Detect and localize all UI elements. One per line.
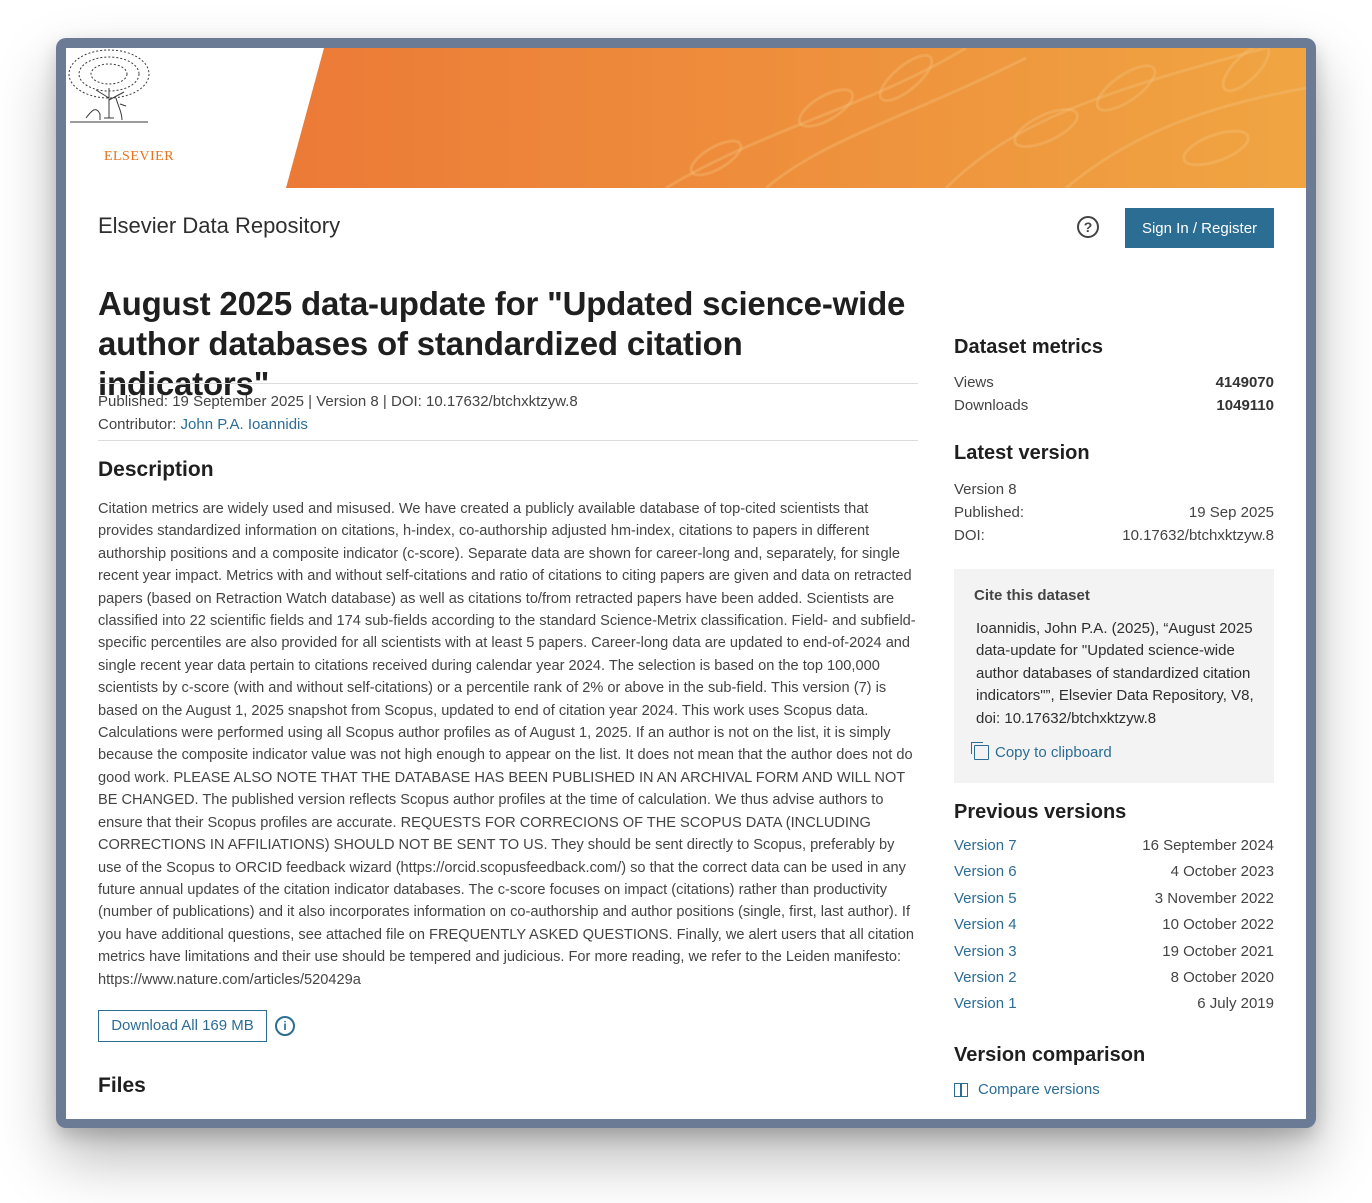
version-row bbox=[954, 859, 1274, 885]
elsevier-wordmark: ELSEVIER bbox=[103, 149, 175, 164]
downloads-value: 1049110 bbox=[1216, 397, 1274, 414]
banner-graphic bbox=[66, 48, 1306, 188]
latest-version-row bbox=[954, 478, 1274, 501]
previous-versions-heading: Previous versions bbox=[954, 801, 1127, 823]
version-row bbox=[954, 939, 1274, 965]
version-link[interactable]: Version 6 bbox=[954, 863, 1017, 881]
downloads-row bbox=[954, 394, 1274, 417]
dataset-metrics-heading: Dataset metrics bbox=[954, 336, 1103, 358]
header-banner bbox=[66, 48, 1306, 188]
version-date: 16 September 2024 bbox=[1142, 837, 1274, 854]
dataset-metrics-panel bbox=[954, 336, 1274, 417]
latest-doi-value: 10.17632/btchxktzyw.8 bbox=[1122, 527, 1274, 544]
latest-version-heading: Latest version bbox=[954, 442, 1090, 464]
files-heading: Files bbox=[98, 1074, 146, 1097]
contributor-link[interactable]: John P.A. Ioannidis bbox=[180, 416, 308, 433]
version-link[interactable]: Version 7 bbox=[954, 837, 1017, 854]
version-date: 4 October 2023 bbox=[1170, 863, 1274, 881]
version-comparison-heading: Version comparison bbox=[954, 1044, 1146, 1066]
cite-heading: Cite this dataset bbox=[974, 587, 1090, 604]
dataset-title: August 2025 data-update for "Updated science-wide author databases of standardized citation indicators" bbox=[98, 285, 906, 402]
cite-dataset-box bbox=[954, 569, 1274, 783]
latest-published-label: Published: bbox=[954, 504, 1025, 521]
contributor-label: Contributor: bbox=[98, 416, 177, 433]
contributor-line bbox=[98, 413, 918, 436]
version-link[interactable]: Version 3 bbox=[954, 942, 1017, 960]
published-line: Published: 19 September 2025 | Version 8 | DOI: 10.17632/btchxktzyw.8 bbox=[98, 393, 578, 410]
views-value: 4149070 bbox=[1215, 374, 1274, 391]
version-date: 19 October 2021 bbox=[1162, 942, 1274, 960]
versions-list bbox=[954, 833, 1274, 1018]
help-icon[interactable]: ? bbox=[1077, 216, 1099, 238]
version-date: 10 October 2022 bbox=[1162, 916, 1274, 934]
version-row bbox=[954, 965, 1274, 991]
compare-icon bbox=[954, 1083, 968, 1097]
description-text: Citation metrics are widely used and misused. We have created a publicly available database of top-cited scientists that provides standardized information on citations, h-index, co-authorship adjusted hm-index, citations to papers in different authorship positions and a composite indicator (c-score). Separate data are shown for career-long and, separately, for single recent year impact. Metrics with and without self-citations and ratio of citations to citing papers are given and data on retracted papers (based on Retraction Watch database) as well as citations to/from retracted papers have been added. Scientists are classified into 22 scientific fields and 174 sub-fields according to the standard Science-Metrix classification. Field- and subfield-specific percentiles are also provided for all scientists with at least 5 papers. Career-long data are updated to end-of-2024 and single recent year data pertain to citations received during calendar year 2024. The selection is based on the top 100,000 scientists by c-score (with and without self-citations) or a percentile rank of 2% or above in the sub-field. This version (7) is based on the August 1, 2025 snapshot from Scopus, updated to end of citation year 2024. This work uses Scopus data. Calculations were performed using all Scopus author profiles as of August 1, 2025. If an author is not on the list, it is simply because the composite indicator value was not high enough to appear on the list. It does not mean that the author does not do good work. PLEASE ALSO NOTE THAT THE DATABASE HAS BEEN PUBLISHED IN AN ARCHIVAL FORM AND WILL NOT BE CHANGED. The published version reflects Scopus author profiles at the time of calculation. We thus advise authors to ensure that their Scopus profiles are accurate. REQUESTS FOR CORRECIONS OF THE SCOPUS DATA (INCLUDING CORRECTIONS IN AFFILIATIONS) SHOULD NOT BE SENT TO US. They should be sent directly to Scopus, preferably by use of the Scopus to ORCID feedback wizard (https://orcid.scopusfeedback.com/) so that the correct data can be used in any future annual updates of the citation indicator databases. The c-score focuses on impact (citations) rather than productivity (number of publications) and it also incorporates information on co-authorship and author positions (single, first, last author). If you have additional questions, see attached file on FREQUENTLY ASKED QUESTIONS. Finally, we alert users that all citation metrics have limitations and their use should be tempered and judicious. For more reading, we refer to the Leiden manifesto: https://www.nature.com/articles/520429a bbox=[98, 501, 916, 988]
latest-doi-row bbox=[954, 524, 1274, 547]
download-all-button[interactable]: Download All 169 MB bbox=[98, 1010, 267, 1042]
citation-text: Ioannidis, John P.A. (2025), “August 2025 data-update for "Updated science-wide author databases of standardized citation indicators"”, Elsevier Data Repository, V8, doi: 10.17632/btchxktzyw.8 bbox=[976, 620, 1254, 727]
sign-in-register-button[interactable]: Sign In / Register bbox=[1125, 208, 1274, 248]
site-title[interactable]: Elsevier Data Repository bbox=[98, 213, 341, 238]
latest-version-label: Version 8 bbox=[954, 481, 1017, 498]
latest-doi-label: DOI: bbox=[954, 527, 985, 544]
version-link[interactable]: Version 2 bbox=[954, 968, 1017, 986]
latest-published-row bbox=[954, 501, 1274, 524]
downloads-label: Downloads bbox=[954, 397, 1029, 414]
previous-versions-panel bbox=[954, 801, 1274, 1018]
elsevier-tree-logo[interactable] bbox=[66, 48, 152, 144]
compare-label: Compare versions bbox=[978, 1081, 1100, 1098]
version-row bbox=[954, 886, 1274, 912]
copy-label: Copy to clipboard bbox=[995, 744, 1112, 762]
version-date: 6 July 2019 bbox=[1197, 995, 1274, 1013]
copy-icon bbox=[974, 745, 989, 760]
info-icon[interactable]: i bbox=[275, 1016, 295, 1036]
version-row bbox=[954, 912, 1274, 938]
views-row bbox=[954, 371, 1274, 394]
version-link[interactable]: Version 1 bbox=[954, 995, 1017, 1013]
version-row bbox=[954, 991, 1274, 1017]
version-row bbox=[954, 833, 1274, 859]
version-date: 8 October 2020 bbox=[1170, 968, 1274, 986]
latest-version-panel bbox=[954, 442, 1274, 547]
version-link[interactable]: Version 5 bbox=[954, 889, 1017, 907]
compare-versions-link[interactable] bbox=[954, 1081, 1274, 1098]
copy-to-clipboard-button[interactable] bbox=[974, 744, 1254, 761]
description-heading: Description bbox=[98, 458, 214, 481]
latest-published-value: 19 Sep 2025 bbox=[1188, 504, 1274, 521]
version-comparison-panel bbox=[954, 1044, 1274, 1098]
version-link[interactable]: Version 4 bbox=[954, 916, 1017, 934]
views-label: Views bbox=[954, 374, 994, 391]
page bbox=[66, 48, 1306, 1119]
dataset-meta bbox=[98, 383, 918, 441]
version-date: 3 November 2022 bbox=[1154, 889, 1274, 907]
